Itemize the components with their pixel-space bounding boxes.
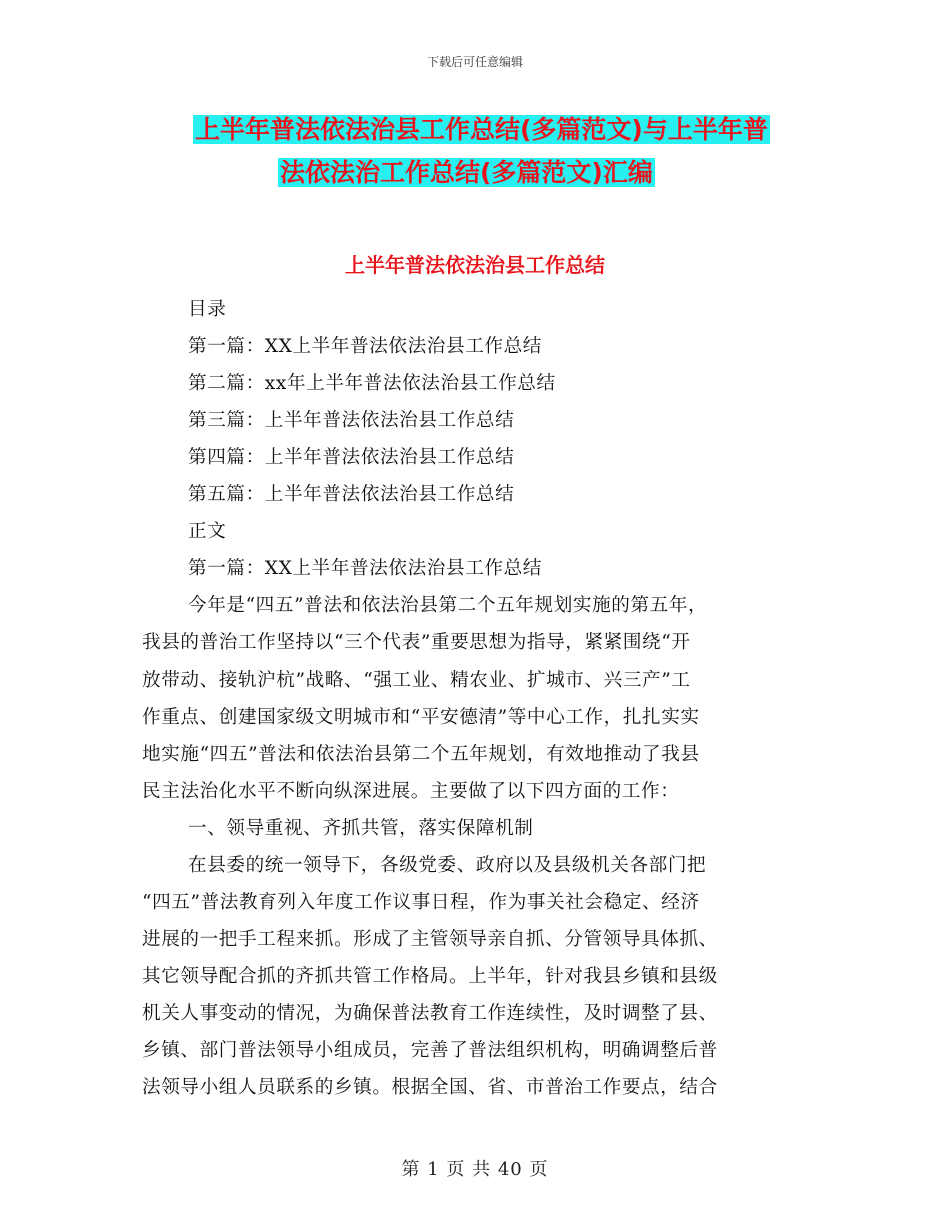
paragraph-line: 其它领导配合抓的齐抓共管工作格局。上半年，针对我县乡镇和县级 bbox=[142, 966, 718, 987]
paragraph-line: 我县的普治工作坚持以“三个代表”重要思想为指导，紧紧围绕“开 bbox=[142, 632, 691, 653]
main-title-line-1-text: 上半年普法依法治县工作总结(多篇范文)与上半年普 bbox=[195, 115, 768, 144]
page-footer: 第 1 页 共 40 页 bbox=[401, 1159, 549, 1180]
toc-item: 第五篇：上半年普法依法治县工作总结 bbox=[188, 484, 515, 505]
toc-item: 第二篇：xx年上半年普法依法治县工作总结 bbox=[188, 373, 556, 394]
paragraph-line: 乡镇、部门普法领导小组成员，完善了普法组织机构，明确调整后普 bbox=[142, 1040, 718, 1061]
paragraph-line: 法领导小组人员联系的乡镇。根据全国、省、市普治工作要点，结合 bbox=[142, 1077, 718, 1098]
paragraph-line: 民主法治化水平不断向纵深进展。主要做了以下四方面的工作： bbox=[142, 781, 680, 802]
paragraph-line: 作重点、创建国家级文明城市和“平安德清”等中心工作，扎扎实实 bbox=[142, 707, 700, 728]
toc-heading: 目录 bbox=[188, 299, 227, 320]
paragraph-line: “四五”普法教育列入年度工作议事日程，作为事关社会稳定、经济 bbox=[142, 892, 700, 913]
paragraph-line: 机关人事变动的情况，为确保普法教育工作连续性，及时调整了县、 bbox=[142, 1003, 718, 1024]
paragraph-line: 进展的一把手工程来抓。形成了主管领导亲自抓、分管领导具体抓、 bbox=[142, 929, 718, 950]
paragraph-line: 放带动、接轨沪杭”战略、“强工业、精农业、扩城市、兴三产”工 bbox=[142, 670, 691, 691]
toc-item: 第四篇：上半年普法依法治县工作总结 bbox=[188, 447, 515, 468]
paragraph-line: 今年是“四五”普法和依法治县第二个五年规划实施的第五年， bbox=[188, 595, 708, 616]
body-label: 正文 bbox=[188, 521, 227, 542]
main-title-line-2-text: 法依法治工作总结(多篇范文)汇编 bbox=[280, 158, 653, 187]
toc-item: 第一篇：XX上半年普法依法治县工作总结 bbox=[188, 336, 542, 357]
section-title: 上半年普法依法治县工作总结 bbox=[345, 253, 605, 277]
paragraph-line: 地实施“四五”普法和依法治县第二个五年规划，有效地推动了我县 bbox=[142, 744, 700, 765]
paragraph-line: 在县委的统一领导下，各级党委、政府以及县级机关各部门把 bbox=[188, 855, 707, 876]
chapter-heading: 第一篇：XX上半年普法依法治县工作总结 bbox=[188, 558, 542, 579]
main-title-line-1 bbox=[193, 111, 770, 149]
main-title-line-2 bbox=[278, 154, 655, 192]
header-note: 下载后可任意编辑 bbox=[426, 55, 523, 69]
toc-item: 第三篇：上半年普法依法治县工作总结 bbox=[188, 410, 515, 431]
subheading: 一、领导重视、齐抓共管，落实保障机制 bbox=[188, 818, 534, 839]
